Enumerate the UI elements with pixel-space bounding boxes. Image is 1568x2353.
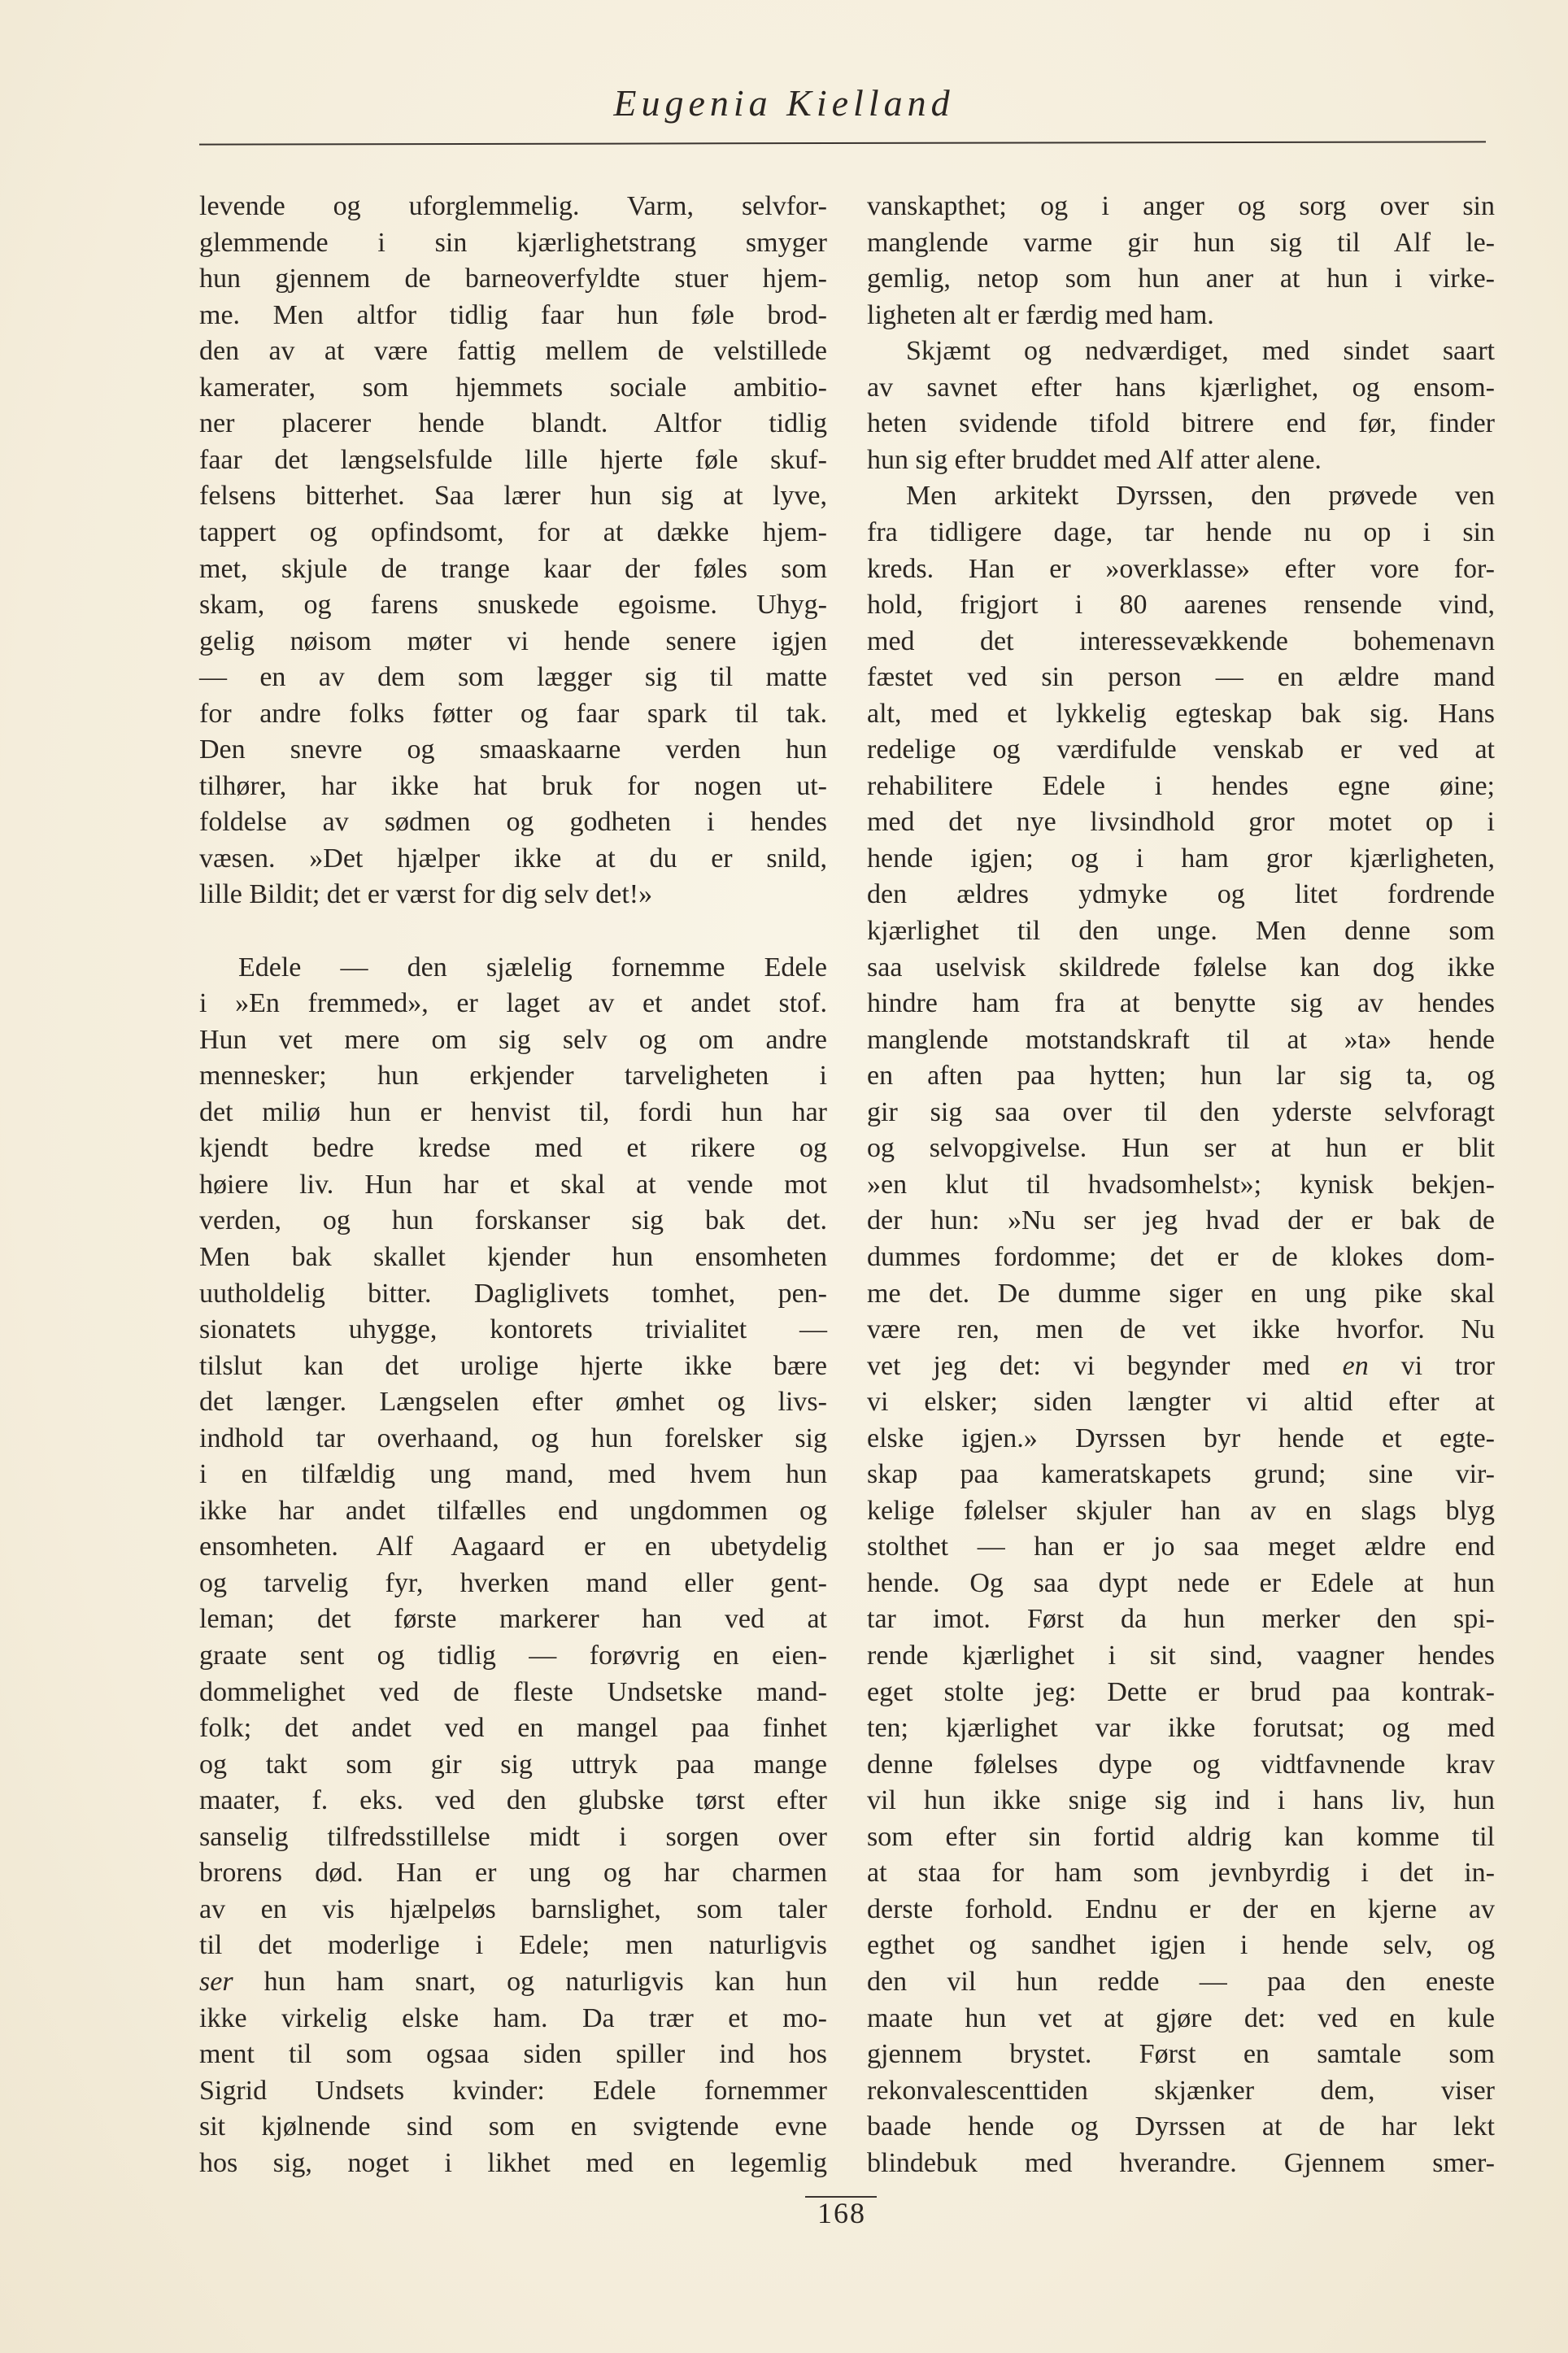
text-line: kreds. Han er »overklasse» efter vore for- xyxy=(867,553,1495,584)
text-line: den vil hun redde — paa den eneste xyxy=(867,1966,1495,1997)
text-line: skap paa kameratskapets grund; sine vir- xyxy=(867,1459,1495,1490)
text-line: Sigrid Undsets kvinder: Edele fornemmer xyxy=(199,2075,827,2106)
text-line: — en av dem som lægger sig til matte xyxy=(199,662,827,693)
text-line: vi elsker; siden længter vi altid efter at xyxy=(867,1387,1495,1418)
line-segment: hun ham snart, og naturligvis kan hun xyxy=(233,1966,827,1997)
text-line: saa uselvisk skildrede følelse kan dog ikke xyxy=(867,952,1495,983)
text-line: kjendt bedre kredse med et rikere og xyxy=(199,1133,827,1164)
text-line: med det nye livsindhold gror motet op i xyxy=(867,807,1495,838)
text-line: baade hende og Dyrssen at de har lekt xyxy=(867,2111,1495,2142)
text-line: til det moderlige i Edele; men naturligvis xyxy=(199,1930,827,1961)
text-line: tilhører, har ikke hat bruk for nogen ut- xyxy=(199,770,827,801)
text-line: met, skjule de trange kaar der føles som xyxy=(199,553,827,584)
text-line: ten; kjærlighet var ikke forutsat; og med xyxy=(867,1713,1495,1744)
text-line: og takt som gir sig uttryk paa mange xyxy=(199,1749,827,1780)
text-line: høiere liv. Hun har et skal at vende mot xyxy=(199,1169,827,1200)
text-line: den ældres ydmyke og litet fordrende xyxy=(867,879,1495,910)
text-line: Den snevre og smaaskaarne verden hun xyxy=(199,734,827,765)
italic-word: en xyxy=(1342,1350,1369,1381)
text-line: Hun vet mere om sig selv og om andre xyxy=(199,1024,827,1055)
text-line: av savnet efter hans kjærlighet, og ensom- xyxy=(867,372,1495,403)
text-line: fæstet ved sin person — en ældre mand xyxy=(867,662,1495,693)
text-line: indhold tar overhaand, og hun forelsker sig xyxy=(199,1423,827,1453)
text-line: stolthet — han er jo saa meget ældre end xyxy=(867,1532,1495,1562)
text-line: leman; det første markerer han ved at xyxy=(199,1604,827,1635)
text-line: heten svidende tifold bitrere end før, finder xyxy=(867,408,1495,439)
text-line: kjærlighet til den unge. Men denne som xyxy=(867,916,1495,946)
text-line: me. Men altfor tidlig faar hun føle brod- xyxy=(199,299,827,330)
text-line: graate sent og tidlig — forøvrig en eien- xyxy=(199,1641,827,1671)
text-line: felsens bitterhet. Saa lærer hun sig at lyve, xyxy=(199,481,827,512)
text-line: blindebuk med hverandre. Gjennem smer- xyxy=(867,2147,1495,2178)
text-line: hende igjen; og i ham gror kjærligheten, xyxy=(867,843,1495,874)
text-line: det miliø hun er henvist til, fordi hun har xyxy=(199,1096,827,1127)
text-line: uutholdelig bitter. Dagliglivets tomhet, pen- xyxy=(199,1278,827,1309)
text-line: være ren, men de vet ikke hvorfor. Nu xyxy=(867,1314,1495,1345)
text-line: for andre folks føtter og faar spark til tak. xyxy=(199,698,827,729)
text-line: manglende motstandskraft til at »ta» hende xyxy=(867,1024,1495,1055)
text-line: der hun: »Nu ser jeg hvad der er bak de xyxy=(867,1205,1495,1236)
text-line: hold, frigjort i 80 aarenes rensende vind, xyxy=(867,590,1495,621)
text-line: tappert og opfindsomt, for at dække hjem- xyxy=(199,516,827,547)
text-line: folk; det andet ved en mangel paa finhet xyxy=(199,1713,827,1744)
text-line: elske igjen.» Dyrssen byr hende et egte- xyxy=(867,1423,1495,1453)
text-line: den av at være fattig mellem de velstillede xyxy=(199,336,827,367)
text-line xyxy=(867,1349,1495,1384)
text-line: kelige følelser skjuler han av en slags blyg xyxy=(867,1495,1495,1526)
text-line: ikke virkelig elske ham. Da trær et mo- xyxy=(199,2002,827,2033)
text-line: sanselig tilfredsstillelse midt i sorgen over xyxy=(199,1821,827,1852)
text-line: kamerater, som hjemmets sociale ambitio- xyxy=(199,372,827,403)
text-line: som efter sin fortid aldrig kan komme til xyxy=(867,1821,1495,1852)
text-line: tar imot. Først da hun merker den spi- xyxy=(867,1604,1495,1635)
text-line: hende. Og saa dypt nede er Edele at hun xyxy=(867,1567,1495,1598)
text-line: dummes fordomme; det er de klokes dom- xyxy=(867,1241,1495,1272)
line-segment: vi tror xyxy=(1368,1350,1495,1381)
text-line: ikke har andet tilfælles end ungdommen og xyxy=(199,1495,827,1526)
text-line: egthet og sandhet igjen i hende selv, og xyxy=(867,1930,1495,1961)
text-line: rende kjærlighet i sit sind, vaagner hendes xyxy=(867,1641,1495,1671)
text-line: ensomheten. Alf Aagaard er en ubetydelig xyxy=(199,1532,827,1562)
text-line: eget stolte jeg: Dette er brud paa kontrak- xyxy=(867,1676,1495,1707)
text-line: rekonvalescenttiden skjænker dem, viser xyxy=(867,2075,1495,2106)
text-line: og selvopgivelse. Hun ser at hun er blit xyxy=(867,1133,1495,1164)
text-line: glemmende i sin kjærlighetstrang smyger xyxy=(199,227,827,258)
text-line: en aften paa hytten; hun lar sig ta, og xyxy=(867,1061,1495,1092)
text-line: maate hun vet at gjøre det: ved en kule xyxy=(867,2002,1495,2033)
text-line: derste forhold. Endnu er der en kjerne av xyxy=(867,1893,1495,1924)
text-line: hun sig efter bruddet med Alf atter alene. xyxy=(867,444,1322,475)
text-line: manglende varme gir hun sig til Alf le- xyxy=(867,227,1495,258)
text-line: verden, og hun forskanser sig bak det. xyxy=(199,1205,827,1236)
text-line: Edele — den sjælelig fornemme Edele xyxy=(238,952,827,983)
text-line: hun gjennem de barneoverfyldte stuer hjem- xyxy=(199,264,827,294)
text-line: sionatets uhygge, kontorets trivialitet — xyxy=(199,1314,827,1345)
running-head: Eugenia Kielland xyxy=(613,82,955,124)
page-number: 168 xyxy=(817,2197,866,2229)
text-line: fra tidligere dage, tar hende nu op i sin xyxy=(867,516,1495,547)
text-line: alt, med et lykkelig egteskap bak sig. Hans xyxy=(867,698,1495,729)
text-line: gemlig, netop som hun aner at hun i virke- xyxy=(867,264,1495,294)
text-line: faar det længselsfulde lille hjerte føle skuf- xyxy=(199,444,827,475)
text-line: mennesker; hun erkjender tarveligheten i xyxy=(199,1061,827,1092)
text-line: tilslut kan det urolige hjerte ikke bære xyxy=(199,1350,827,1381)
text-line: vanskapthet; og i anger og sorg over sin xyxy=(867,191,1495,221)
text-line: Skjæmt og nedværdiget, med sindet saart xyxy=(906,336,1495,367)
text-line: foldelse av sødmen og godheten i hendes xyxy=(199,807,827,838)
text-line: med det interessevækkende bohemenavn xyxy=(867,625,1495,656)
text-line: »en klut til hvadsomhelst»; kynisk bekjen- xyxy=(867,1169,1495,1200)
text-line: skam, og farens snuskede egoisme. Uhyg- xyxy=(199,590,827,621)
text-line: at staa for ham som jevnbyrdig i det in- xyxy=(867,1858,1495,1889)
text-line: redelige og værdifulde venskab er ved at xyxy=(867,734,1495,765)
text-line: rehabilitere Edele i hendes egne øine; xyxy=(867,770,1495,801)
text-line: hos sig, noget i likhet med en legemlig xyxy=(199,2147,827,2178)
line-segment: vet jeg det: vi begynder med xyxy=(867,1350,1343,1381)
text-line: Men bak skallet kjender hun ensomheten xyxy=(199,1241,827,1272)
text-line: dommelighet ved de fleste Undsetske mand- xyxy=(199,1676,827,1707)
text-line: lille Bildit; det er værst for dig selv det!» xyxy=(199,879,653,910)
text-line: ligheten alt er færdig med ham. xyxy=(867,299,1214,330)
italic-word: ser xyxy=(199,1966,233,1997)
text-line: gir sig saa over til den yderste selvforagt xyxy=(867,1096,1495,1127)
text-line: denne følelses dype og vidtfavnende krav xyxy=(867,1749,1495,1780)
text-line: ner placerer hende blandt. Altfor tidlig xyxy=(199,408,827,439)
text-line: i en tilfældig ung mand, med hvem hun xyxy=(199,1459,827,1490)
text-line: hindre ham fra at benytte sig av hendes xyxy=(867,988,1495,1019)
text-line: levende og uforglemmelig. Varm, selvfor- xyxy=(199,191,827,221)
text-line: Men arkitekt Dyrssen, den prøvede ven xyxy=(906,481,1495,512)
text-line xyxy=(199,1964,827,2000)
text-line: det længer. Længselen efter ømhet og livs- xyxy=(199,1387,827,1418)
text-line: og tarvelig fyr, hverken mand eller gent- xyxy=(199,1567,827,1598)
text-line: me det. De dumme siger en ung pike skal xyxy=(867,1278,1495,1309)
text-line: ment til som ogsaa siden spiller ind hos xyxy=(199,2039,827,2070)
text-line: vil hun ikke snige sig ind i hans liv, hun xyxy=(867,1785,1495,1816)
text-line: væsen. »Det hjælper ikke at du er snild, xyxy=(199,843,827,874)
text-line: av en vis hjælpeløs barnslighet, som taler xyxy=(199,1893,827,1924)
text-line: gjennem brystet. Først en samtale som xyxy=(867,2039,1495,2070)
text-line: sit kjølnende sind som en svigtende evne xyxy=(199,2111,827,2142)
text-line: brorens død. Han er ung og har charmen xyxy=(199,1858,827,1889)
text-line: i »En fremmed», er laget av et andet stof. xyxy=(199,988,827,1019)
text-line: maater, f. eks. ved den glubske tørst efter xyxy=(199,1785,827,1816)
text-line: gelig nøisom møter vi hende senere igjen xyxy=(199,625,827,656)
